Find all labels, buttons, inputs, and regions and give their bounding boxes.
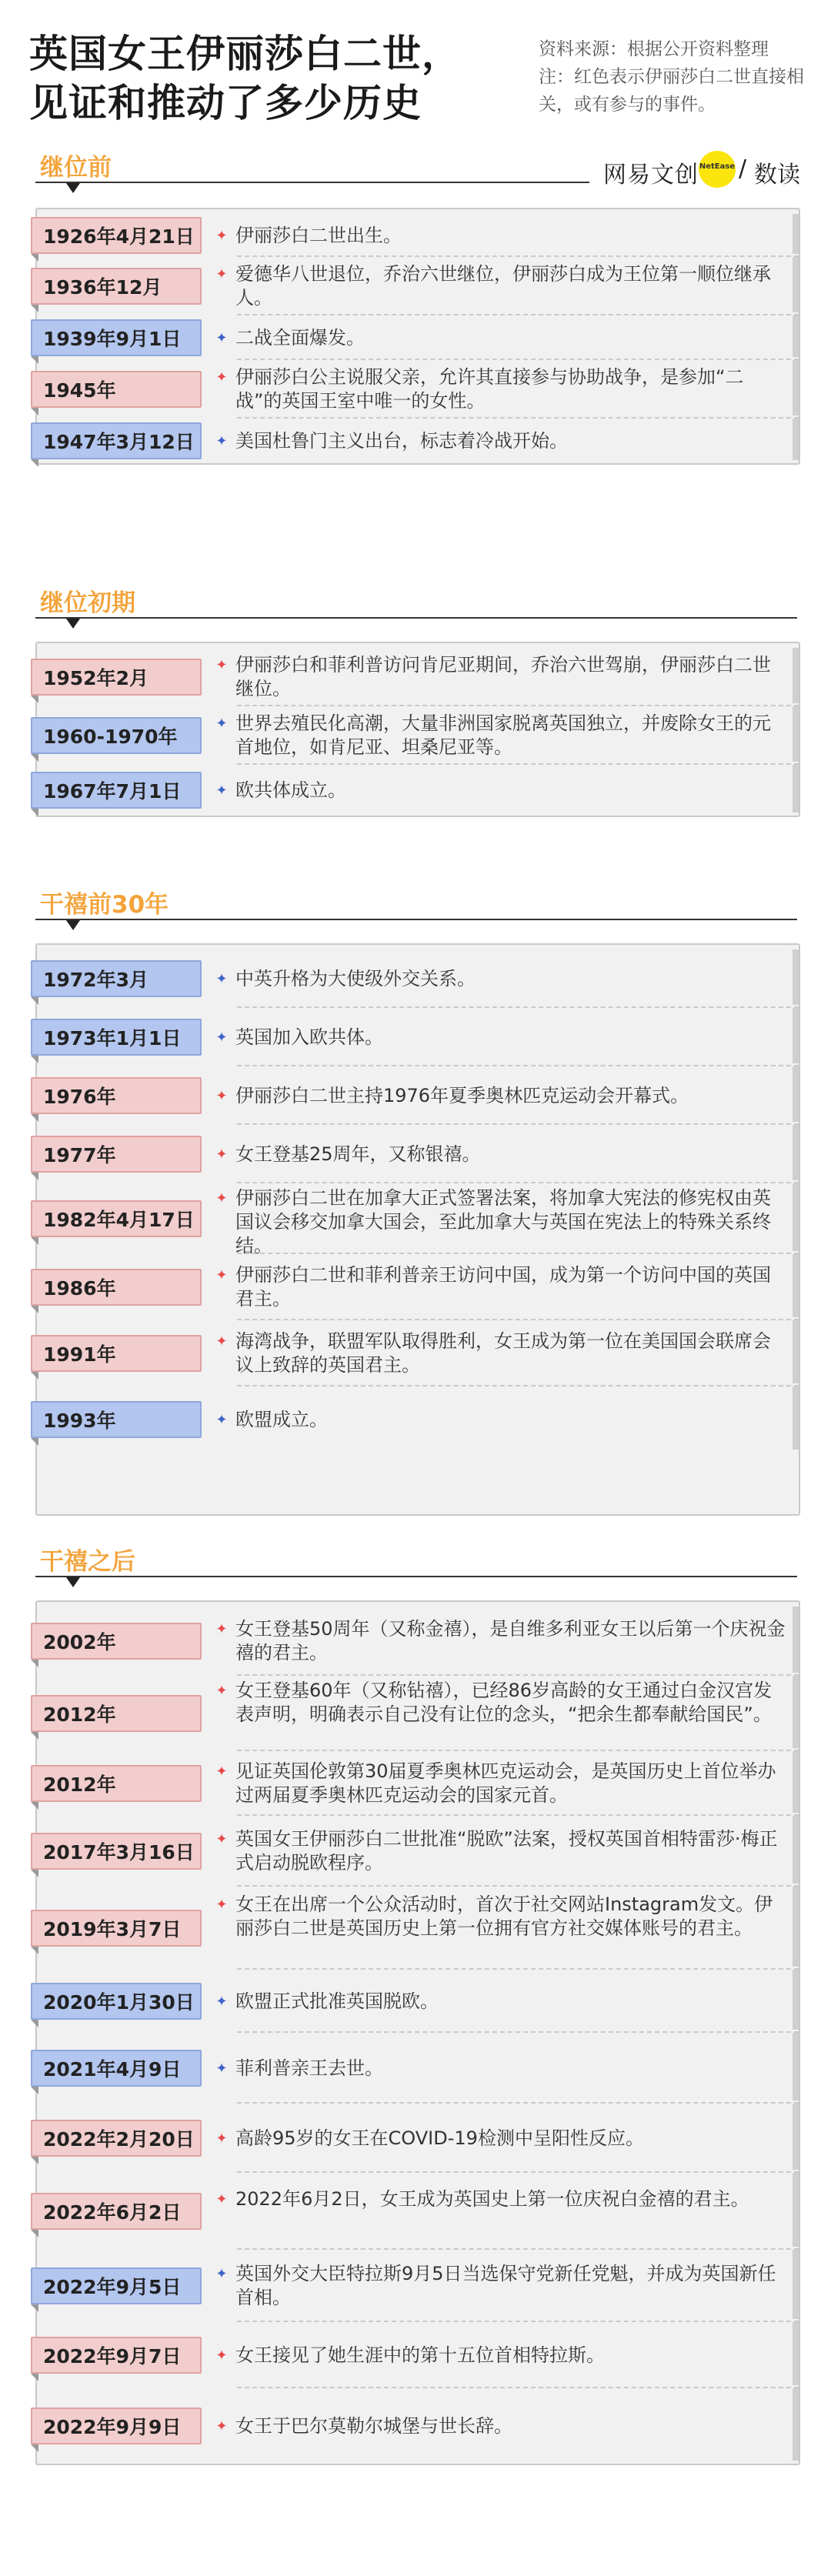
event-date-tag: 1952年2月 — [31, 659, 202, 696]
row-side-bar — [793, 2033, 799, 2101]
event-description: 欧盟正式批准英国脱欧。 — [235, 1990, 439, 2012]
section-header — [35, 885, 797, 931]
event-date-tag: 2022年9月7日 — [31, 2337, 202, 2374]
event-date-tag: 1977年 — [31, 1136, 202, 1173]
row-side-bar — [793, 214, 799, 254]
event-description: 英国加入欧共体。 — [235, 1026, 383, 1048]
event-row — [37, 706, 799, 765]
star-marker-icon: ✦ — [215, 1683, 228, 1699]
event-description: 女王登基50周年（又称金禧），是自维多利亚女王以后第一个庆祝金禧的君主。 — [235, 1618, 786, 1663]
event-row — [37, 1320, 799, 1386]
row-side-bar — [793, 765, 799, 813]
triangle-down-icon — [66, 920, 80, 930]
row-side-bar — [793, 949, 799, 1005]
section-header — [35, 148, 797, 194]
title-line-2: 见证和推动了多少历史 — [29, 81, 422, 125]
section-title: 干禧之后 — [40, 1548, 135, 1576]
event-row — [37, 1125, 799, 1183]
row-side-bar — [793, 1751, 799, 1813]
row-side-bar — [793, 2173, 799, 2247]
event-date-tag: 1926年4月21日 — [31, 217, 202, 254]
event-description: 女王接见了她生涯中的第十五位首相特拉斯。 — [235, 2344, 605, 2366]
star-marker-icon: ✦ — [215, 432, 228, 449]
star-marker-icon: ✦ — [215, 1190, 228, 1206]
event-date-tag: 1936年12月 — [31, 268, 202, 305]
event-date-tag: 1972年3月 — [31, 960, 202, 997]
event-row — [37, 315, 799, 360]
star-marker-icon: ✦ — [215, 1621, 228, 1637]
star-marker-icon: ✦ — [215, 266, 228, 282]
event-description: 女王在出席一个公众活动时，首次于社交网站Instagram发文。伊丽莎白二世是英国历史上第一位拥有官方社交媒体账号的君主。 — [235, 1893, 773, 1939]
star-marker-icon: ✦ — [215, 1896, 228, 1913]
star-marker-icon: ✦ — [215, 782, 228, 799]
event-date-tag: 2017年3月16日 — [31, 1833, 202, 1870]
row-side-bar — [793, 315, 799, 357]
logo-shudu: 数读 — [754, 162, 800, 189]
section-events-box — [35, 208, 800, 465]
row-side-bar — [793, 1676, 799, 1748]
row-side-bar — [793, 648, 799, 703]
star-marker-icon: ✦ — [215, 1831, 228, 1847]
section-divider-line — [35, 919, 797, 920]
event-description: 伊丽莎白公主说服父亲，允许其直接参与协助战争，是参加“二战”的英国王室中唯一的女性。 — [235, 366, 744, 412]
event-row — [37, 1816, 799, 1887]
event-description: 中英升格为大使级外交关系。 — [235, 967, 476, 989]
event-date-tag: 1960-1970年 — [31, 717, 202, 754]
event-date-tag: 1976年 — [31, 1077, 202, 1114]
event-date-tag: 1993年 — [31, 1401, 202, 1438]
event-row — [37, 949, 799, 1008]
event-row — [37, 2250, 799, 2322]
event-row — [37, 648, 799, 706]
event-row — [37, 257, 799, 315]
triangle-down-icon — [66, 1577, 80, 1587]
event-row — [37, 1676, 799, 1751]
logo-badge: NetEase — [699, 162, 736, 171]
row-side-bar — [793, 1320, 799, 1383]
event-row — [37, 2322, 799, 2388]
event-date-tag: 1982年4月17日 — [31, 1200, 202, 1237]
row-side-bar — [793, 1607, 799, 1673]
event-date-tag: 1947年3月12日 — [31, 422, 202, 459]
page-title — [29, 29, 529, 128]
event-description: 英国外交大臣特拉斯9月5日当选保守党新任党魁，并成为英国新任首相。 — [235, 2263, 776, 2308]
event-description: 伊丽莎白二世主持1976年夏季奥林匹克运动会开幕式。 — [235, 1084, 689, 1106]
event-description: 欧盟成立。 — [235, 1408, 328, 1430]
section-title: 干禧前30年 — [40, 891, 169, 919]
section-divider-line — [35, 617, 797, 619]
star-marker-icon: ✦ — [215, 2191, 228, 2207]
star-marker-icon: ✦ — [215, 1993, 228, 2010]
event-row — [37, 214, 799, 257]
section-header — [35, 583, 797, 629]
star-marker-icon: ✦ — [215, 716, 228, 732]
star-marker-icon: ✦ — [215, 2130, 228, 2147]
event-description: 英国女王伊丽莎白二世批准“脱欧”法案，授权英国首相特雷莎·梅正式启动脱欧程序。 — [235, 1828, 778, 1874]
event-row — [37, 1386, 799, 1453]
star-marker-icon: ✦ — [215, 657, 228, 673]
triangle-down-icon — [66, 183, 80, 193]
event-description: 高龄95岁的女王在COVID-19检测中呈阳性反应。 — [235, 2127, 644, 2149]
row-side-bar — [793, 360, 799, 415]
event-date-tag: 1945年 — [31, 371, 202, 408]
section-divider-line — [35, 182, 589, 183]
star-marker-icon: ✦ — [215, 1763, 228, 1780]
event-row — [37, 1183, 799, 1254]
logo-slash: / — [739, 155, 747, 182]
section-divider-line — [35, 1576, 797, 1577]
event-description: 女王登基25周年，又称银禧。 — [235, 1143, 481, 1165]
notes — [539, 35, 816, 118]
star-marker-icon: ✦ — [215, 1146, 228, 1163]
event-row — [37, 419, 799, 463]
section-header — [35, 1542, 797, 1588]
event-date-tag: 2022年9月9日 — [31, 2407, 202, 2444]
row-side-bar — [793, 257, 799, 312]
row-side-bar — [793, 1254, 799, 1317]
event-description: 伊丽莎白二世出生。 — [235, 224, 402, 246]
color-legend-note: 注：红色表示伊丽莎白二世直接相关，或有参与的事件。 — [539, 67, 804, 115]
star-marker-icon: ✦ — [215, 1411, 228, 1428]
row-side-bar — [793, 2388, 799, 2461]
event-description: 女王登基60年（又称钻禧），已经86岁高龄的女王通过白金汉宫发表声明，明确表示自己没有让位的念头，“把余生都奉献给国民”。 — [235, 1680, 773, 1725]
event-row — [37, 2388, 799, 2464]
row-side-bar — [793, 1183, 799, 1251]
row-side-bar — [793, 2322, 799, 2385]
event-date-tag: 1939年9月1日 — [31, 319, 202, 356]
row-side-bar — [793, 2104, 799, 2170]
event-description: 伊丽莎白二世在加拿大正式签署法案，将加拿大宪法的修宪权由英国议会移交加拿大国会，至此加拿大与英国在宪法上的特殊关系终结。 — [235, 1187, 771, 1256]
event-description: 伊丽莎白二世和菲利普亲王访问中国，成为第一个访问中国的英国君主。 — [235, 1264, 771, 1310]
event-description: 女王于巴尔莫勒尔城堡与世长辞。 — [235, 2414, 512, 2437]
event-row — [37, 1607, 799, 1676]
star-marker-icon: ✦ — [215, 2266, 228, 2282]
event-date-tag: 2012年 — [31, 1695, 202, 1732]
row-side-bar — [793, 1887, 799, 1967]
triangle-down-icon — [66, 619, 80, 629]
title-line-1: 英国女王伊丽莎白二世， — [29, 32, 461, 76]
star-marker-icon: ✦ — [215, 2347, 228, 2364]
section-title: 继位前 — [40, 154, 112, 182]
row-side-bar — [793, 1125, 799, 1180]
event-description: 海湾战争，联盟军队取得胜利，女王成为第一位在美国国会联席会议上致辞的英国君主。 — [235, 1330, 771, 1376]
event-date-tag: 2021年4月9日 — [31, 2050, 202, 2087]
row-side-bar — [793, 1816, 799, 1884]
event-date-tag: 2019年3月7日 — [31, 1910, 202, 1947]
event-row — [37, 1751, 799, 1816]
logo-wangyi: 网易文创 — [603, 162, 699, 189]
star-marker-icon: ✦ — [215, 227, 228, 244]
event-date-tag: 2022年2月20日 — [31, 2120, 202, 2157]
event-date-tag: 2020年1月30日 — [31, 1983, 202, 2020]
row-side-bar — [793, 419, 799, 460]
section-events-box — [35, 1600, 800, 2465]
section-title: 继位初期 — [40, 589, 135, 617]
star-marker-icon: ✦ — [215, 1267, 228, 1283]
event-description: 伊丽莎白和菲利普访问肯尼亚期间，乔治六世驾崩，伊丽莎白二世继位。 — [235, 654, 771, 699]
event-description: 欧共体成立。 — [235, 779, 346, 801]
star-marker-icon: ✦ — [215, 329, 228, 346]
event-description: 2022年6月2日，女王成为英国史上第一位庆祝白金禧的君主。 — [235, 2188, 749, 2210]
source-note: 资料来源：根据公开资料整理 — [539, 39, 769, 59]
event-date-tag: 2002年 — [31, 1623, 202, 1660]
event-description: 见证英国伦敦第30届夏季奥林匹克运动会，是英国历史上首位举办过两届夏季奥林匹克运动会的国家元首。 — [235, 1760, 776, 1806]
row-side-bar — [793, 1008, 799, 1063]
event-date-tag: 2022年6月2日 — [31, 2193, 202, 2230]
event-date-tag: 1986年 — [31, 1269, 202, 1306]
star-marker-icon: ✦ — [215, 369, 228, 385]
star-marker-icon: ✦ — [215, 2418, 228, 2434]
row-side-bar — [793, 1066, 799, 1122]
event-row — [37, 2033, 799, 2104]
event-row — [37, 2173, 799, 2250]
star-marker-icon: ✦ — [215, 2060, 228, 2077]
event-row — [37, 765, 799, 816]
star-marker-icon: ✦ — [215, 1029, 228, 1046]
row-side-bar — [793, 2250, 799, 2319]
row-side-bar — [793, 706, 799, 762]
event-row — [37, 1066, 799, 1125]
event-date-tag: 1991年 — [31, 1335, 202, 1372]
event-description: 美国杜鲁门主义出台，标志着冷战开始。 — [235, 429, 568, 452]
event-date-tag: 2012年 — [31, 1765, 202, 1802]
star-marker-icon: ✦ — [215, 970, 228, 987]
event-row — [37, 1970, 799, 2033]
event-description: 二战全面爆发。 — [235, 326, 365, 349]
event-date-tag: 1967年7月1日 — [31, 772, 202, 809]
star-marker-icon: ✦ — [215, 1333, 228, 1350]
event-row — [37, 360, 799, 419]
event-date-tag: 2022年9月5日 — [31, 2267, 202, 2304]
section-events-box — [35, 943, 800, 1516]
event-row — [37, 1887, 799, 1970]
event-row — [37, 2104, 799, 2173]
event-description: 爱德华八世退位，乔治六世继位，伊丽莎白成为王位第一顺位继承人。 — [235, 263, 771, 309]
header — [0, 0, 831, 146]
event-row — [37, 1254, 799, 1320]
event-description: 菲利普亲王去世。 — [235, 2057, 383, 2079]
event-description: 世界去殖民化高潮，大量非洲国家脱离英国独立，并废除女王的元首地位，如肯尼亚、坦桑尼亚等。 — [235, 712, 771, 758]
star-marker-icon: ✦ — [215, 1087, 228, 1104]
event-date-tag: 1973年1月1日 — [31, 1019, 202, 1056]
row-side-bar — [793, 1386, 799, 1450]
event-row — [37, 1008, 799, 1066]
section-events-box — [35, 642, 800, 817]
row-side-bar — [793, 1970, 799, 2030]
